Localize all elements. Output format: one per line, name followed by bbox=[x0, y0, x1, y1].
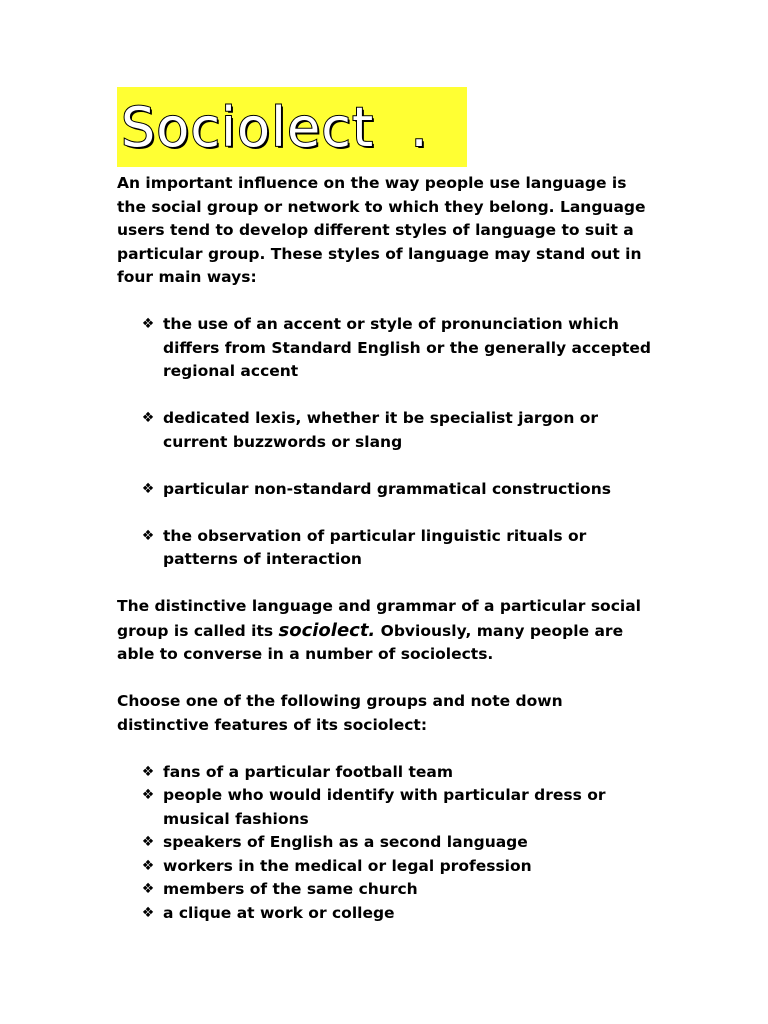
diamond-bullet-icon: ❖ bbox=[141, 763, 155, 780]
list-item bbox=[117, 784, 657, 831]
list-item-text: the observation of particular linguistic rituals or patterns of interaction bbox=[163, 526, 587, 568]
title-banner bbox=[117, 87, 467, 167]
diamond-bullet-icon: ❖ bbox=[141, 410, 155, 426]
list-item-text: speakers of English as a second language bbox=[163, 833, 528, 851]
definition-after: Obviously, many people are able to converse in a number of sociolects. bbox=[117, 621, 624, 663]
list-item bbox=[117, 855, 657, 879]
intro-paragraph: An important influence on the way people use language is the social group or network to which they belong. Language users tend to develop different styles of language to suit a particular group. These styles of language may stand out in four main ways: bbox=[117, 174, 646, 286]
list-item bbox=[117, 878, 657, 902]
diamond-bullet-icon: ❖ bbox=[141, 881, 155, 897]
definition-paragraph bbox=[117, 595, 657, 667]
list-item-text: the use of an accent or style of pronunciation which differs from Standard English or the generally accepted regional accent bbox=[163, 315, 651, 380]
list-item bbox=[117, 313, 657, 384]
list-item-text: dedicated lexis, whether it be specialist jargon or current buzzwords or slang bbox=[163, 409, 599, 451]
list-item-text: workers in the medical or legal profession bbox=[163, 856, 532, 875]
list-item-text: people who would identify with particular dress or musical fashions bbox=[163, 786, 606, 828]
diamond-bullet-icon: ❖ bbox=[141, 904, 155, 921]
list-item bbox=[117, 831, 657, 855]
groups-list bbox=[117, 761, 657, 926]
diamond-bullet-icon: ❖ bbox=[141, 480, 155, 497]
ways-list bbox=[117, 313, 657, 572]
list-item bbox=[117, 902, 657, 926]
list-item-text: a clique at work or college bbox=[163, 903, 395, 922]
definition-term: sociolect. bbox=[278, 619, 376, 641]
page-title: Sociolect . bbox=[121, 96, 429, 159]
document-body bbox=[117, 172, 657, 925]
definition-before: The distinctive language and grammar of a particular social group is called its bbox=[117, 597, 641, 640]
list-item bbox=[117, 761, 657, 785]
list-item-text: fans of a particular football team bbox=[163, 762, 454, 781]
task-paragraph: Choose one of the following groups and note down distinctive features of its sociolect: bbox=[117, 692, 563, 734]
diamond-bullet-icon: ❖ bbox=[141, 316, 155, 332]
diamond-bullet-icon: ❖ bbox=[141, 787, 155, 803]
list-item bbox=[117, 525, 657, 572]
diamond-bullet-icon: ❖ bbox=[141, 857, 155, 874]
list-item bbox=[117, 478, 657, 502]
list-item-text: particular non-standard grammatical constructions bbox=[163, 479, 611, 498]
list-item-text: members of the same church bbox=[163, 880, 418, 898]
list-item bbox=[117, 407, 657, 454]
diamond-bullet-icon: ❖ bbox=[141, 527, 155, 544]
diamond-bullet-icon: ❖ bbox=[141, 834, 155, 850]
